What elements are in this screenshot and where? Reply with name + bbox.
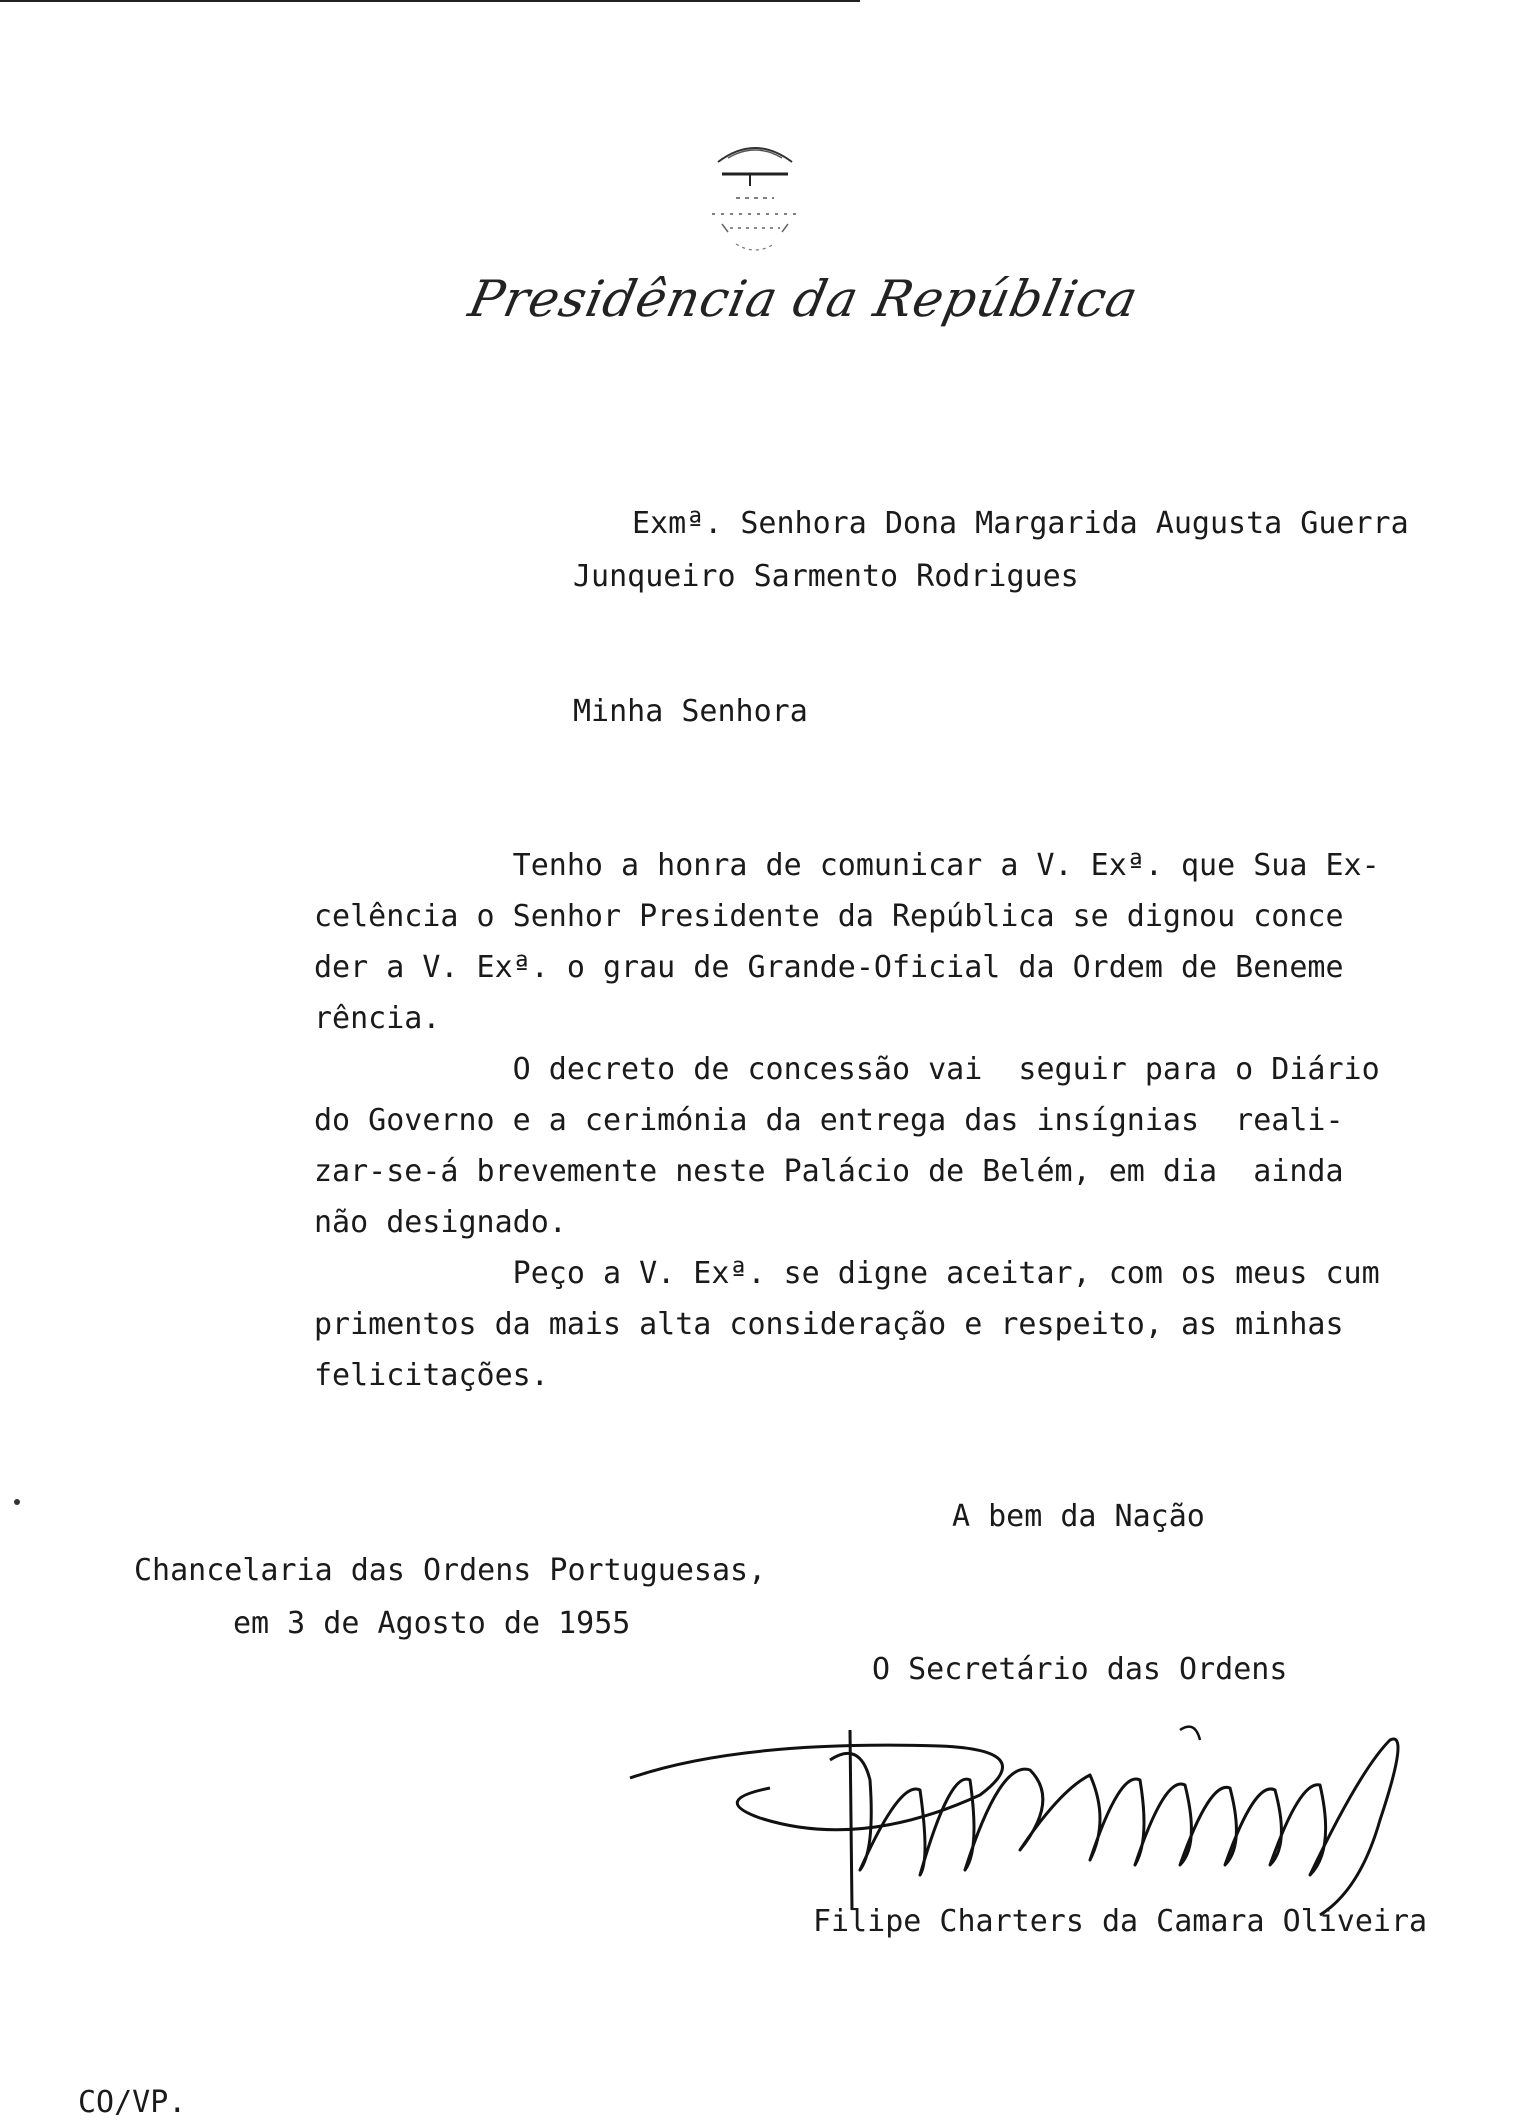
body-line: Peço a V. Exª. se digne aceitar, com os meus cum — [314, 1256, 1380, 1291]
body-line: der a V. Exª. o grau de Grande-Oficial da Ordem de Beneme — [314, 950, 1344, 985]
body-line: Tenho a honra de comunicar a V. Exª. que Sua Ex- — [314, 848, 1380, 883]
body-line: primentos da mais alta consideração e respeito, as minhas — [314, 1307, 1344, 1342]
body-line: do Governo e a cerimónia da entrega das insígnias reali- — [314, 1103, 1344, 1138]
paragraph-3 — [314, 1248, 1380, 1401]
paragraph-1 — [314, 840, 1380, 1044]
paper-speck — [14, 1499, 20, 1505]
addressee-line-1: Exmª. Senhora Dona Margarida Augusta Guerra — [632, 506, 1409, 541]
letterhead-title: Presidência da República — [463, 270, 1144, 328]
body-line: celência o Senhor Presidente da República se dignou conce — [314, 899, 1344, 934]
date-line: em 3 de Agosto de 1955 — [233, 1606, 631, 1641]
addressee-line-2: Junqueiro Sarmento Rodrigues — [573, 559, 1079, 594]
place-line: Chancelaria das Ordens Portuguesas, — [134, 1553, 767, 1588]
body-line: zar-se-á brevemente neste Palácio de Belém, em dia ainda — [314, 1154, 1344, 1189]
body-line: não designado. — [314, 1205, 567, 1240]
secretary-title: O Secretário das Ordens — [872, 1652, 1288, 1687]
body-line: rência. — [314, 1001, 441, 1036]
letter-body — [314, 840, 1380, 1401]
closing-phrase: A bem da Nação — [952, 1499, 1205, 1534]
body-line: O decreto de concessão vai seguir para o Diário — [314, 1052, 1380, 1087]
national-coat-of-arms-icon — [700, 128, 810, 256]
signer-name: Filipe Charters da Camara Oliveira — [813, 1904, 1428, 1939]
reference-code: CO/VP. — [78, 2085, 187, 2120]
paragraph-2 — [314, 1044, 1380, 1248]
body-line: felicitações. — [314, 1358, 549, 1393]
top-border-rule — [0, 0, 860, 2]
salutation: Minha Senhora — [573, 694, 808, 729]
